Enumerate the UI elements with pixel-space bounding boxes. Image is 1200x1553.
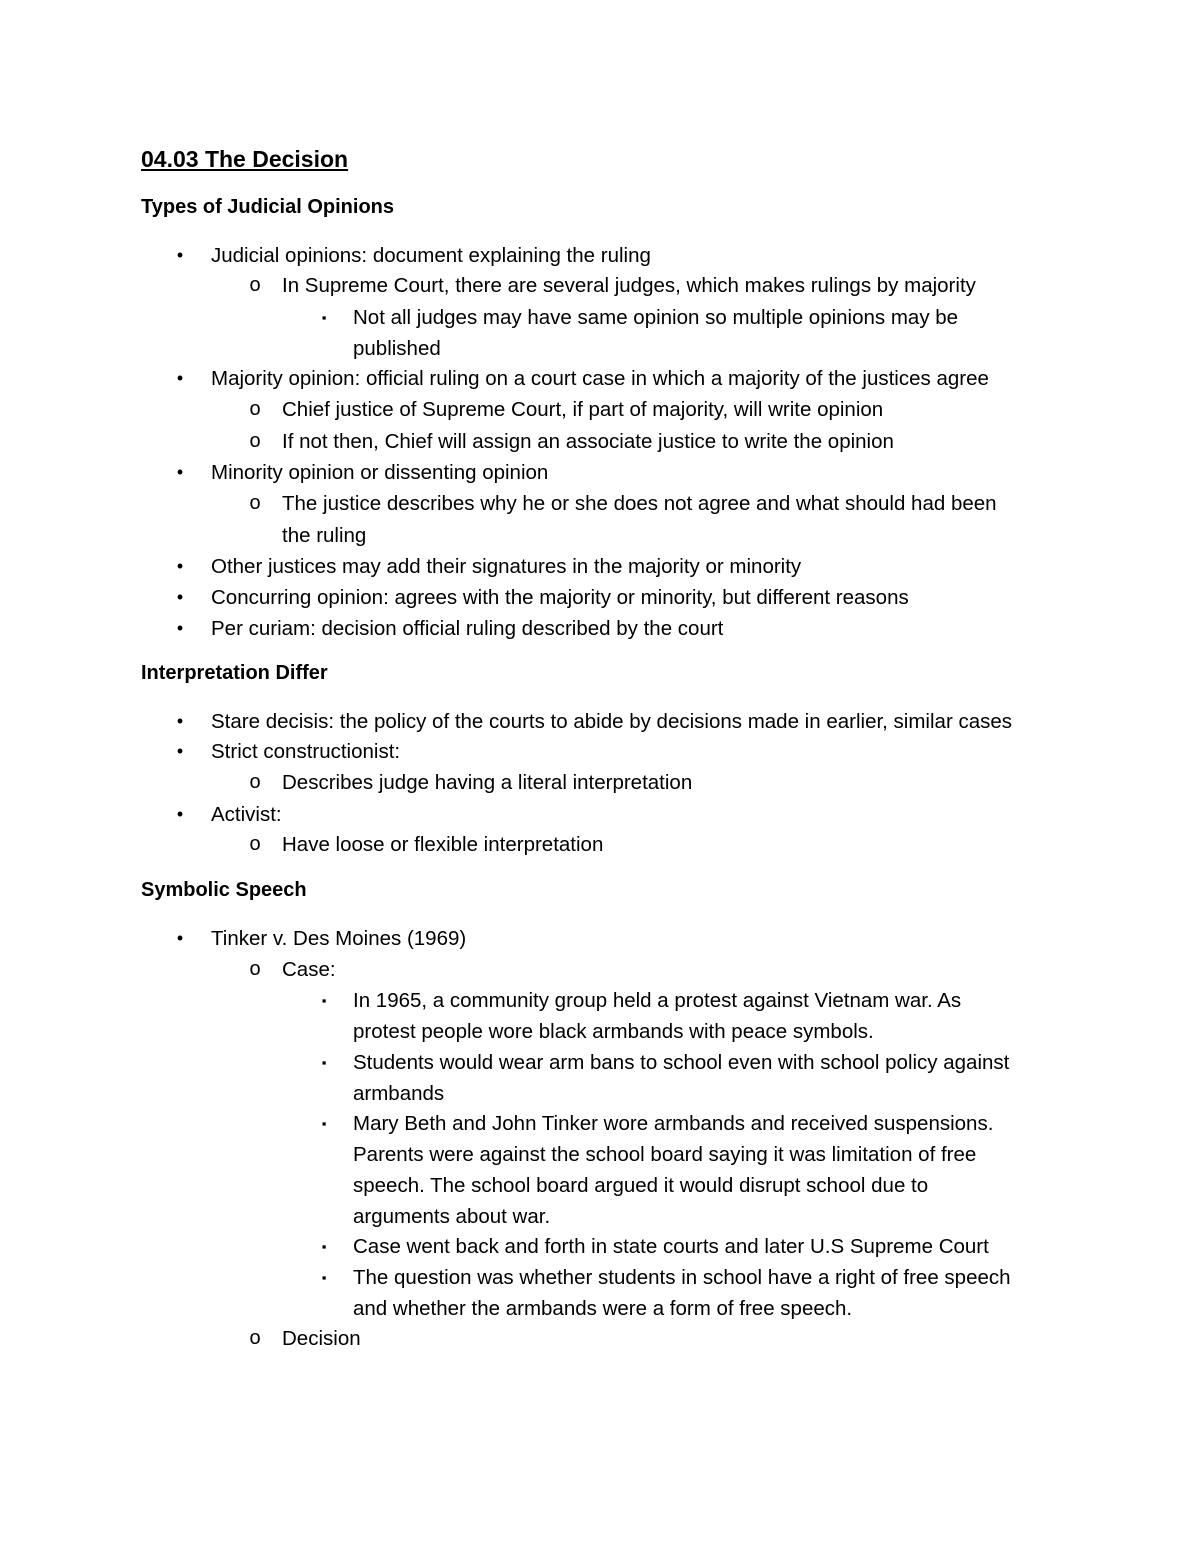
section-heading-interpretation-differ: Interpretation Differ: [141, 662, 328, 684]
list-item-continuation: protest people wore black armbands with peace symbols.: [353, 1020, 874, 1043]
list-item: Mary Beth and John Tinker wore armbands and received suspensions.: [353, 1112, 994, 1135]
list-item: Activist:: [211, 803, 282, 826]
sub-bullet-marker: o: [249, 1327, 261, 1349]
bullet-marker: •: [176, 368, 184, 388]
list-item: In Supreme Court, there are several judges, which makes rulings by majority: [282, 274, 976, 297]
list-item: The justice describes why he or she does not agree and what should had been: [282, 492, 997, 515]
list-item-continuation: armbands: [353, 1082, 445, 1105]
list-item: Stare decisis: the policy of the courts to abide by decisions made in earlier, similar cases: [211, 710, 1013, 733]
list-item: In 1965, a community group held a protest against Vietnam war. As: [353, 989, 962, 1012]
bullet-marker: •: [176, 804, 184, 824]
square-bullet-marker: ▪: [321, 1270, 327, 1285]
list-item: Other justices may add their signatures in the majority or minority: [211, 555, 802, 578]
page-title: 04.03 The Decision: [141, 146, 349, 172]
sub-bullet-marker: o: [249, 274, 261, 296]
list-item: Case:: [282, 958, 336, 981]
bullet-marker: •: [176, 587, 184, 607]
square-bullet-marker: ▪: [321, 310, 327, 325]
square-bullet-marker: ▪: [321, 1239, 327, 1254]
section-heading-symbolic-speech: Symbolic Speech: [141, 879, 307, 901]
list-item: Minority opinion or dissenting opinion: [211, 461, 549, 484]
square-bullet-marker: ▪: [321, 993, 327, 1008]
bullet-marker: •: [176, 618, 184, 638]
list-item: Concurring opinion: agrees with the majority or minority, but different reasons: [211, 586, 909, 609]
list-item: Strict constructionist:: [211, 740, 401, 763]
list-item: Tinker v. Des Moines (1969): [211, 927, 467, 950]
square-bullet-marker: ▪: [321, 1116, 327, 1131]
list-item-continuation: Parents were against the school board saying it was limitation of free: [353, 1143, 977, 1166]
list-item: If not then, Chief will assign an associate justice to write the opinion: [282, 430, 894, 453]
bullet-marker: •: [176, 556, 184, 576]
list-item: Describes judge having a literal interpretation: [282, 771, 693, 794]
list-item: Chief justice of Supreme Court, if part of majority, will write opinion: [282, 398, 884, 421]
bullet-marker: •: [176, 928, 184, 948]
sub-bullet-marker: o: [249, 430, 261, 452]
list-item-continuation: and whether the armbands were a form of free speech.: [353, 1297, 853, 1320]
bullet-marker: •: [176, 462, 184, 482]
list-item: Students would wear arm bans to school even with school policy against: [353, 1051, 1010, 1074]
square-bullet-marker: ▪: [321, 1055, 327, 1070]
list-item: The question was whether students in school have a right of free speech: [353, 1266, 1011, 1289]
list-item: Not all judges may have same opinion so multiple opinions may be: [353, 306, 959, 329]
sub-bullet-marker: o: [249, 833, 261, 855]
list-item-continuation: the ruling: [282, 524, 367, 547]
bullet-marker: •: [176, 711, 184, 731]
bullet-marker: •: [176, 245, 184, 265]
sub-bullet-marker: o: [249, 771, 261, 793]
sub-bullet-marker: o: [249, 958, 261, 980]
list-item: Judicial opinions: document explaining the ruling: [211, 244, 651, 267]
section-heading-types-of-judicial-opinions: Types of Judicial Opinions: [141, 196, 394, 218]
list-item: Have loose or flexible interpretation: [282, 833, 604, 856]
list-item: Per curiam: decision official ruling described by the court: [211, 617, 724, 640]
list-item-continuation: speech. The school board argued it would disrupt school due to: [353, 1174, 929, 1197]
sub-bullet-marker: o: [249, 398, 261, 420]
list-item: Majority opinion: official ruling on a court case in which a majority of the justices agree: [211, 367, 989, 390]
bullet-marker: •: [176, 741, 184, 761]
list-item: Case went back and forth in state courts and later U.S Supreme Court: [353, 1235, 989, 1258]
list-item-continuation: arguments about war.: [353, 1205, 551, 1228]
list-item-continuation: published: [353, 337, 441, 360]
list-item: Decision: [282, 1327, 361, 1350]
sub-bullet-marker: o: [249, 492, 261, 514]
